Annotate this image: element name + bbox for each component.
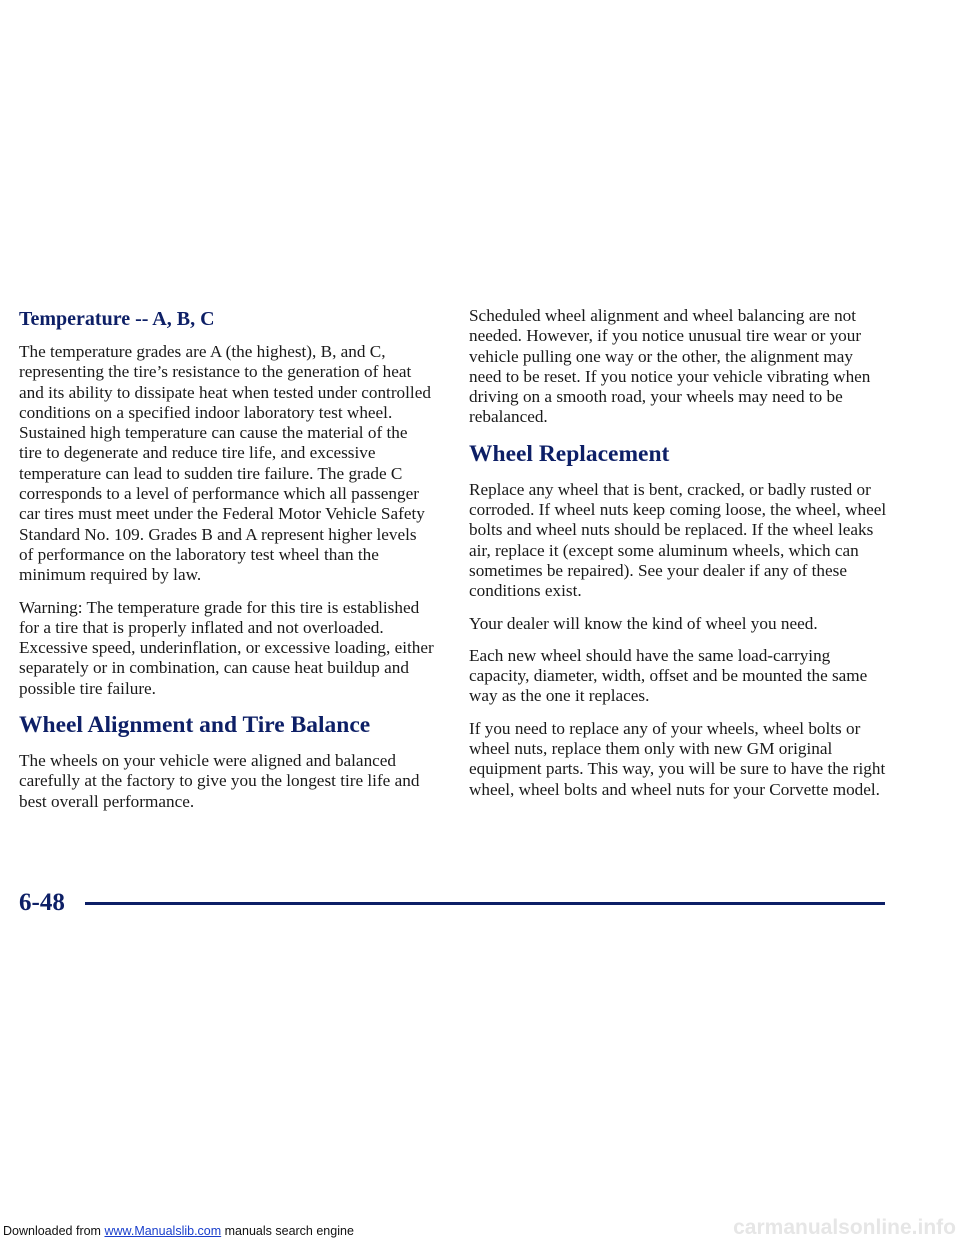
temperature-paragraph-1: The temperature grades are A (the highest), B, and C, representing the tire’s resistance to the generation of heat and its ability to dissipate heat when tested under controlled conditions on a specified indoor laboratory test wheel. Sustained high temperature can cause the material of the tire to degenerate and reduce tire life, and excessive temperature can lead to sudden tire failure. The grade C corresponds to a level of performance which all passenger car tires must meet under the Federal Motor Vehicle Safety Standard No. 109. Grades B and A represent higher levels of performance on the laboratory test wheel than the minimum required by law. <box>19 342 431 585</box>
alignment-paragraph-1: The wheels on your vehicle were aligned and balanced carefully at the factory to give you the longest tire life and best overall performance. <box>19 751 420 811</box>
right-column <box>469 306 889 812</box>
temperature-paragraph-2: Warning: The temperature grade for this tire is established for a tire that is properly inflated and not overloaded. Excessive speed, underinflation, or excessive loading, either separately or in combination, can cause heat buildup and possible tire failure. <box>19 597 434 698</box>
replacement-paragraph-4: If you need to replace any of your wheels, wheel bolts or wheel nuts, replace them only with new GM original equipment parts. This way, you will be sure to have the right wheel, wheel bolts and wheel nuts for your Corvette model. <box>469 718 886 799</box>
footer-rule <box>85 902 885 905</box>
replacement-paragraph-3: Each new wheel should have the same load-carrying capacity, diameter, width, offset and be mounted the same way as the one it replaces. <box>469 645 868 706</box>
download-banner <box>3 1224 354 1238</box>
manualslib-link[interactable]: www.Manualslib.com <box>104 1224 222 1238</box>
watermark: carmanualsonline.info <box>733 1216 956 1239</box>
download-suffix: manuals search engine <box>221 1224 354 1238</box>
page-number: 6-48 <box>19 889 65 916</box>
download-prefix: Downloaded from <box>3 1224 105 1238</box>
replacement-paragraph-1: Replace any wheel that is bent, cracked, or badly rusted or corroded. If wheel nuts keep coming loose, the wheel, wheel bolts and wheel nuts should be replaced. If the wheel leaks air, replace it (except some aluminum wheels, which can sometimes be repaired). See your dealer if any of these conditions exist. <box>469 479 887 601</box>
temperature-heading: Temperature -- A, B, C <box>19 308 215 330</box>
left-column <box>19 306 434 824</box>
replacement-paragraph-2: Your dealer will know the kind of wheel you need. <box>469 613 818 633</box>
replacement-heading: Wheel Replacement <box>469 440 670 467</box>
alignment-paragraph-2: Scheduled wheel alignment and wheel balancing are not needed. However, if you notice unusual tire wear or your vehicle pulling one way or the other, the alignment may need to be reset. If you notice your vehicle vibrating when driving on a smooth road, your wheels may need to be rebalanced. <box>469 306 871 427</box>
alignment-heading: Wheel Alignment and Tire Balance <box>19 712 371 739</box>
